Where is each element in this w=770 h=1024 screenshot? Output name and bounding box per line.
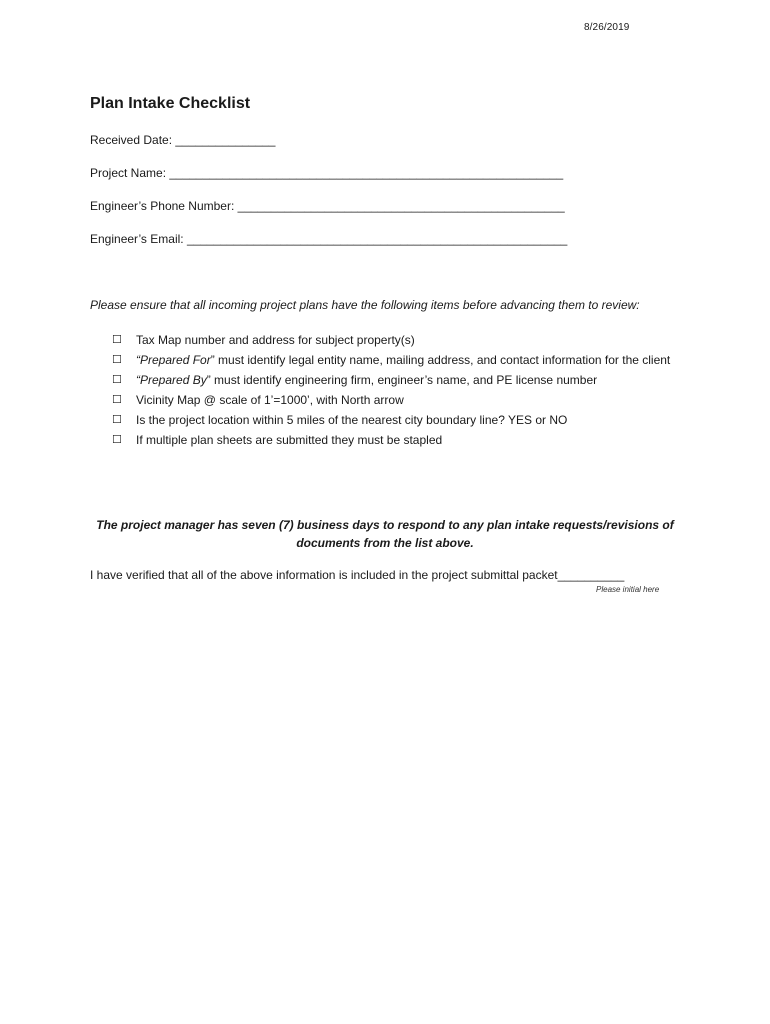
checklist-item-label: If multiple plan sheets are submitted they must be stapled: [136, 433, 443, 447]
received-date-field[interactable]: Received Date: _______________: [90, 133, 276, 147]
notice-text: The project manager has seven (7) business days to respond to any plan intake requests/revisions of documents from the list above.: [96, 518, 674, 550]
page-title: Plan Intake Checklist: [90, 95, 251, 112]
checklist-item-label: [136, 350, 682, 370]
checklist-item-label: [136, 370, 682, 390]
checklist: [112, 330, 682, 450]
checklist-item-stapled: [112, 430, 682, 450]
checklist-item-tax-map: [112, 330, 682, 350]
engineer-phone-field[interactable]: Engineer’s Phone Number: _________________________________________________: [90, 199, 565, 213]
checkbox-icon[interactable]: ☐: [112, 434, 122, 446]
prepared-by-description: ” must identify engineering firm, engineer’s name, and PE license number: [206, 373, 598, 387]
checklist-item-vicinity-map: [112, 390, 682, 410]
checklist-item-prepared-by: [112, 370, 682, 390]
checklist-item-label: Vicinity Map @ scale of 1’=1000’, with North arrow: [136, 393, 404, 407]
project-name-field[interactable]: Project Name: ___________________________________________________________: [90, 166, 564, 180]
checkbox-icon[interactable]: ☐: [112, 354, 122, 366]
checkbox-icon[interactable]: ☐: [112, 334, 122, 346]
checkbox-icon[interactable]: ☐: [112, 394, 122, 406]
initial-note: Please initial here: [596, 585, 660, 594]
checkbox-icon[interactable]: ☐: [112, 414, 122, 426]
prepared-for-term: “Prepared For: [136, 353, 211, 367]
prepared-for-description: ” must identify legal entity name, mailing address, and contact information for the client: [210, 353, 671, 367]
prepared-by-term: “Prepared By: [136, 373, 207, 387]
verification-statement[interactable]: I have verified that all of the above information is included in the project submittal packet__________: [90, 568, 625, 582]
checkbox-icon[interactable]: ☐: [112, 374, 122, 386]
engineer-email-field[interactable]: Engineer’s Email: _________________________________________________________: [90, 232, 568, 246]
checklist-item-project-location: [112, 410, 682, 430]
checklist-item-label: Is the project location within 5 miles of the nearest city boundary line? YES or NO: [136, 413, 568, 427]
document-date: 8/26/2019: [584, 22, 630, 33]
instructions-text: Please ensure that all incoming project plans have the following items before advancing them to review:: [90, 298, 640, 312]
checklist-item-prepared-for: [112, 350, 682, 370]
checklist-item-label: Tax Map number and address for subject property(s): [136, 333, 415, 347]
